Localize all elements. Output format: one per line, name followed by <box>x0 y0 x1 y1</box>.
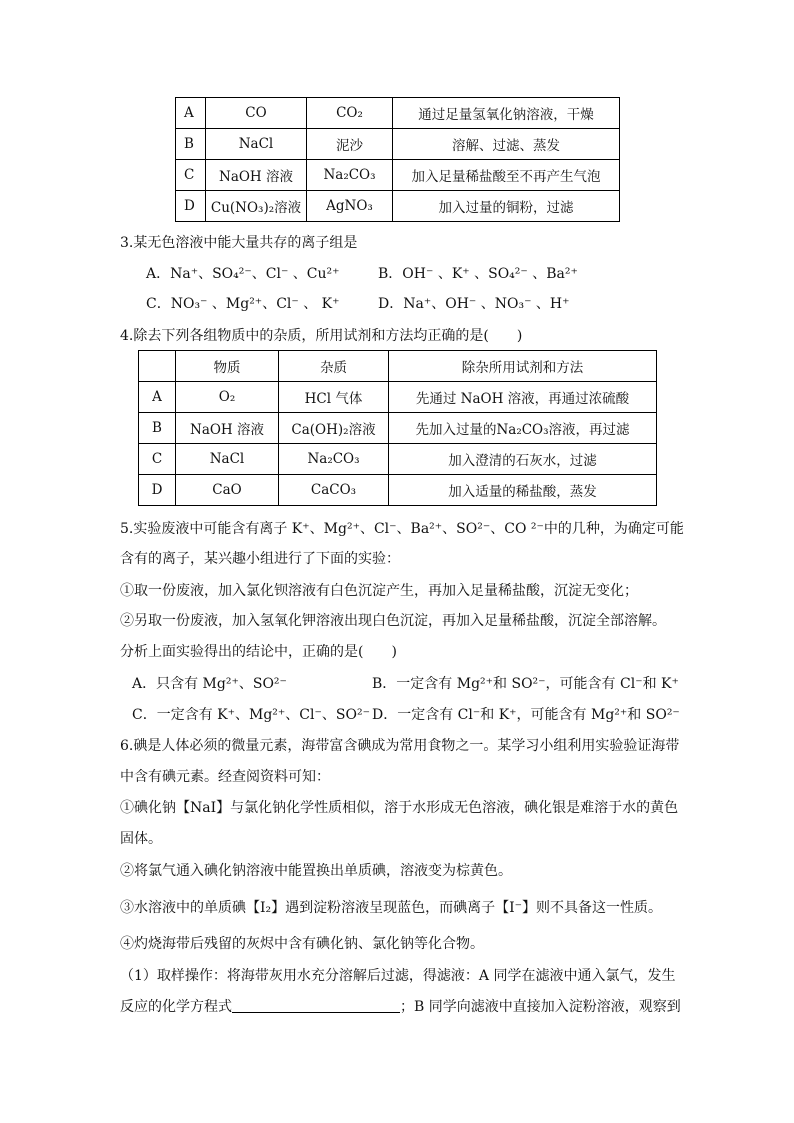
table-row <box>176 191 620 222</box>
question-6-line-6: ③水溶液中的单质碘【I₂】遇到淀粉溶液呈现蓝色，而碘离子【I⁻】则不具备这一性质。 <box>120 900 663 916</box>
question-3-option-d: D．Na⁺、OH⁻ 、NO₃⁻ 、H⁺ <box>378 296 570 312</box>
question-4-stem: 4.除去下列各组物质中的杂质，所用试剂和方法均正确的是( ) <box>120 328 523 344</box>
cell: NaOH 溶液 <box>206 160 307 191</box>
question-6-line-9 <box>120 996 681 1016</box>
cell: C <box>176 160 206 191</box>
table-impurity-removal <box>138 350 657 506</box>
table-row <box>139 444 657 475</box>
cell: 加入足量稀盐酸至不再产生气泡 <box>393 160 620 191</box>
cell: 泥沙 <box>307 129 393 160</box>
cell: 通过足量氢氧化钠溶液，干燥 <box>393 98 620 129</box>
table-row <box>139 475 657 506</box>
table-row <box>139 382 657 413</box>
question-6-line-5: ②将氯气通入碘化钠溶液中能置换出单质碘，溶液变为棕黄色。 <box>120 863 512 879</box>
cell: CaO <box>176 475 279 506</box>
cell: 加入过量的铜粉，过滤 <box>393 191 620 222</box>
cell: NaOH 溶液 <box>176 413 279 444</box>
question-5-line-4: ②另取一份废液，加入氢氧化钾溶液出现白色沉淀，再加入足量稀盐酸，沉淀全部溶解。 <box>120 613 666 629</box>
question-5-line-5: 分析上面实验得出的结论中，正确的是( ) <box>120 644 397 660</box>
header-cell: 物质 <box>176 351 279 382</box>
table-row <box>176 160 620 191</box>
cell: Cu(NO₃)₂溶液 <box>206 191 307 222</box>
cell: A <box>176 98 206 129</box>
cell: Ca(OH)₂溶液 <box>279 413 389 444</box>
question-6-line-7: ④灼烧海带后残留的灰烬中含有碘化钠、氯化钠等化合物。 <box>120 936 484 952</box>
question-5-option-d: D．一定含有 Cl⁻和 K⁺，可能含有 Mg²⁺和 SO²⁻ <box>372 707 680 723</box>
question-3-option-c: C．NO₃⁻ 、Mg²⁺、Cl⁻ 、 K⁺ <box>146 296 340 312</box>
header-cell: 除杂所用试剂和方法 <box>389 351 657 382</box>
table-separation-methods <box>175 97 620 222</box>
cell: O₂ <box>176 382 279 413</box>
cell: D <box>176 191 206 222</box>
cell: NaCl <box>206 129 307 160</box>
question-5-option-c: C．一定含有 K⁺、Mg²⁺、Cl⁻、SO²⁻ <box>132 707 370 723</box>
cell: Na₂CO₃ <box>279 444 389 475</box>
question-3-option-b: B．OH⁻ 、K⁺ 、SO₄²⁻ 、Ba²⁺ <box>378 266 578 282</box>
question-3-stem: 3.某无色溶液中能大量共存的离子组是 <box>120 235 358 251</box>
question-6-line-9-end: ；B 同学向滤液中直接加入淀粉溶液，观察到 <box>400 999 681 1015</box>
cell: 溶解、过滤、蒸发 <box>393 129 620 160</box>
cell: A <box>139 382 176 413</box>
cell: NaCl <box>176 444 279 475</box>
question-6-line-1: 6.碘是人体必须的微量元素，海带富含碘成为常用食物之一。某学习小组利用实验验证海带 <box>120 738 680 754</box>
table-header-row <box>139 351 657 382</box>
header-cell: 杂质 <box>279 351 389 382</box>
question-5-line-1: 5.实验废液中可能含有离子 K⁺、Mg²⁺、Cl⁻、Ba²⁺、SO²⁻、CO ²⁻中的几种，为确定可能 <box>120 521 684 537</box>
cell: CaCO₃ <box>279 475 389 506</box>
cell: 加入适量的稀盐酸，蒸发 <box>389 475 657 506</box>
cell: B <box>139 413 176 444</box>
question-6-line-9-start: 反应的化学方程式 <box>120 999 232 1015</box>
cell: C <box>139 444 176 475</box>
cell: Na₂CO₃ <box>307 160 393 191</box>
question-3-option-a: A．Na⁺、SO₄²⁻、Cl⁻ 、Cu²⁺ <box>146 266 340 282</box>
table-row <box>139 413 657 444</box>
cell: 加入澄清的石灰水，过滤 <box>389 444 657 475</box>
question-5-option-a: A．只含有 Mg²⁺、SO²⁻ <box>132 676 287 692</box>
answer-blank[interactable] <box>232 998 400 1013</box>
question-6-line-8: （1）取样操作：将海带灰用水充分溶解后过滤，得滤液：A 同学在滤液中通入氯气，发生 <box>120 968 676 984</box>
header-cell <box>139 351 176 382</box>
cell: CO₂ <box>307 98 393 129</box>
table-row <box>176 98 620 129</box>
table-row <box>176 129 620 160</box>
question-5-option-b: B．一定含有 Mg²⁺和 SO²⁻，可能含有 Cl⁻和 K⁺ <box>372 676 679 692</box>
cell: AgNO₃ <box>307 191 393 222</box>
question-5-line-2: 含有的离子，某兴趣小组进行了下面的实验： <box>120 551 400 567</box>
cell: CO <box>206 98 307 129</box>
cell: D <box>139 475 176 506</box>
cell: B <box>176 129 206 160</box>
cell: 先加入过量的Na₂CO₃溶液，再过滤 <box>389 413 657 444</box>
question-6-line-4: 固体。 <box>120 831 162 847</box>
question-6-line-3: ①碘化钠【NaI】与氯化钠化学性质相似，溶于水形成无色溶液，碘化银是难溶于水的黄色 <box>120 800 679 816</box>
cell: HCl 气体 <box>279 382 389 413</box>
question-6-line-2: 中含有碘元素。经查阅资料可知： <box>120 769 330 785</box>
question-5-line-3: ①取一份废液，加入氯化钡溶液有白色沉淀产生，再加入足量稀盐酸，沉淀无变化； <box>120 583 638 599</box>
cell: 先通过 NaOH 溶液，再通过浓硫酸 <box>389 382 657 413</box>
